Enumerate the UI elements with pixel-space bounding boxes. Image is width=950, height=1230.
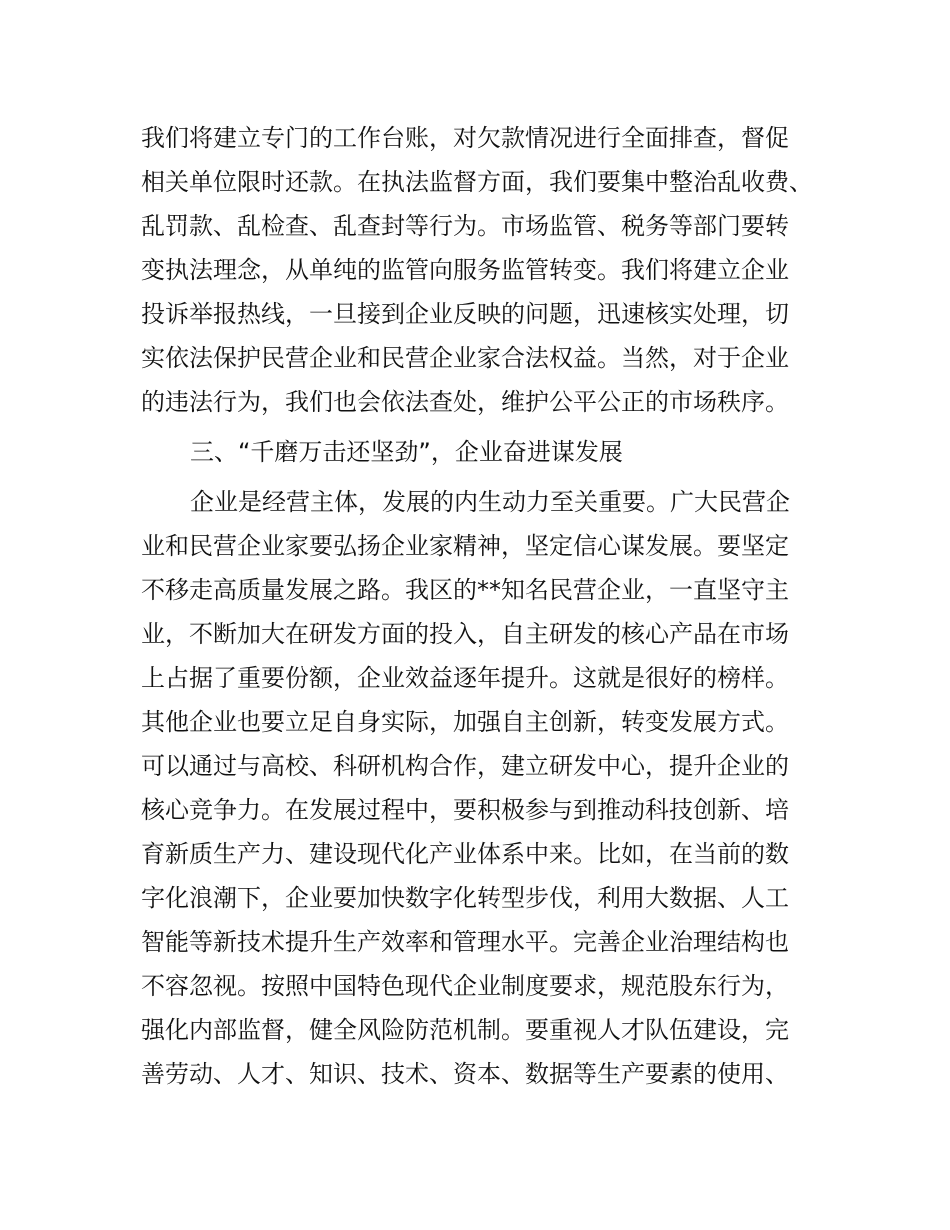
paragraph-line: 业和民营企业家要弘扬企业家精神，坚定信心谋发展。要坚定 [141,532,789,560]
paragraph-line: 不容忽视。按照中国特色现代企业制度要求，规范股东行为， [141,972,789,1000]
paragraph-line: 字化浪潮下，企业要加快数字化转型步伐，利用大数据、人工 [141,884,789,912]
paragraph-line: 不移走高质量发展之路。我区的**知名民营企业，一直坚守主 [141,576,789,604]
paragraph-line: 乱罚款、乱检查、乱查封等行为。市场监管、税务等部门要转 [141,212,789,240]
paragraph-line: 我们将建立专门的工作台账，对欠款情况进行全面排查，督促 [141,124,789,152]
paragraph-line: 善劳动、人才、知识、技术、资本、数据等生产要素的使用、 [141,1060,789,1088]
paragraph-line: 企业是经营主体，发展的内生动力至关重要。广大民营企 [190,488,790,516]
paragraph-line: 核心竞争力。在发展过程中，要积极参与到推动科技创新、培 [141,796,789,824]
paragraph-line: 实依法保护民营企业和民营企业家合法权益。当然，对于企业 [141,344,789,372]
paragraph-line: 育新质生产力、建设现代化产业体系中来。比如，在当前的数 [141,840,789,868]
paragraph-line: 相关单位限时还款。在执法监督方面，我们要集中整治乱收费、 [141,168,813,196]
paragraph-line: 投诉举报热线，一旦接到企业反映的问题，迅速核实处理，切 [141,300,789,328]
paragraph-line: 其他企业也要立足自身实际，加强自主创新，转变发展方式。 [141,708,789,736]
paragraph-line: 智能等新技术提升生产效率和管理水平。完善企业治理结构也 [141,928,789,956]
paragraph-line: 业，不断加大在研发方面的投入，自主研发的核心产品在市场 [141,620,789,648]
paragraph-line: 的违法行为，我们也会依法查处，维护公平公正的市场秩序。 [141,388,789,416]
paragraph-line: 上占据了重要份额，企业效益逐年提升。这就是很好的榜样。 [141,664,789,692]
paragraph-line: 可以通过与高校、科研机构合作，建立研发中心，提升企业的 [141,752,789,780]
paragraph-line: 变执法理念，从单纯的监管向服务监管转变。我们将建立企业 [141,256,789,284]
paragraph-line: 强化内部监督，健全风险防范机制。要重视人才队伍建设，完 [141,1016,789,1044]
section-heading: 三、“千磨万击还坚劲”，企业奋进谋发展 [190,438,623,466]
